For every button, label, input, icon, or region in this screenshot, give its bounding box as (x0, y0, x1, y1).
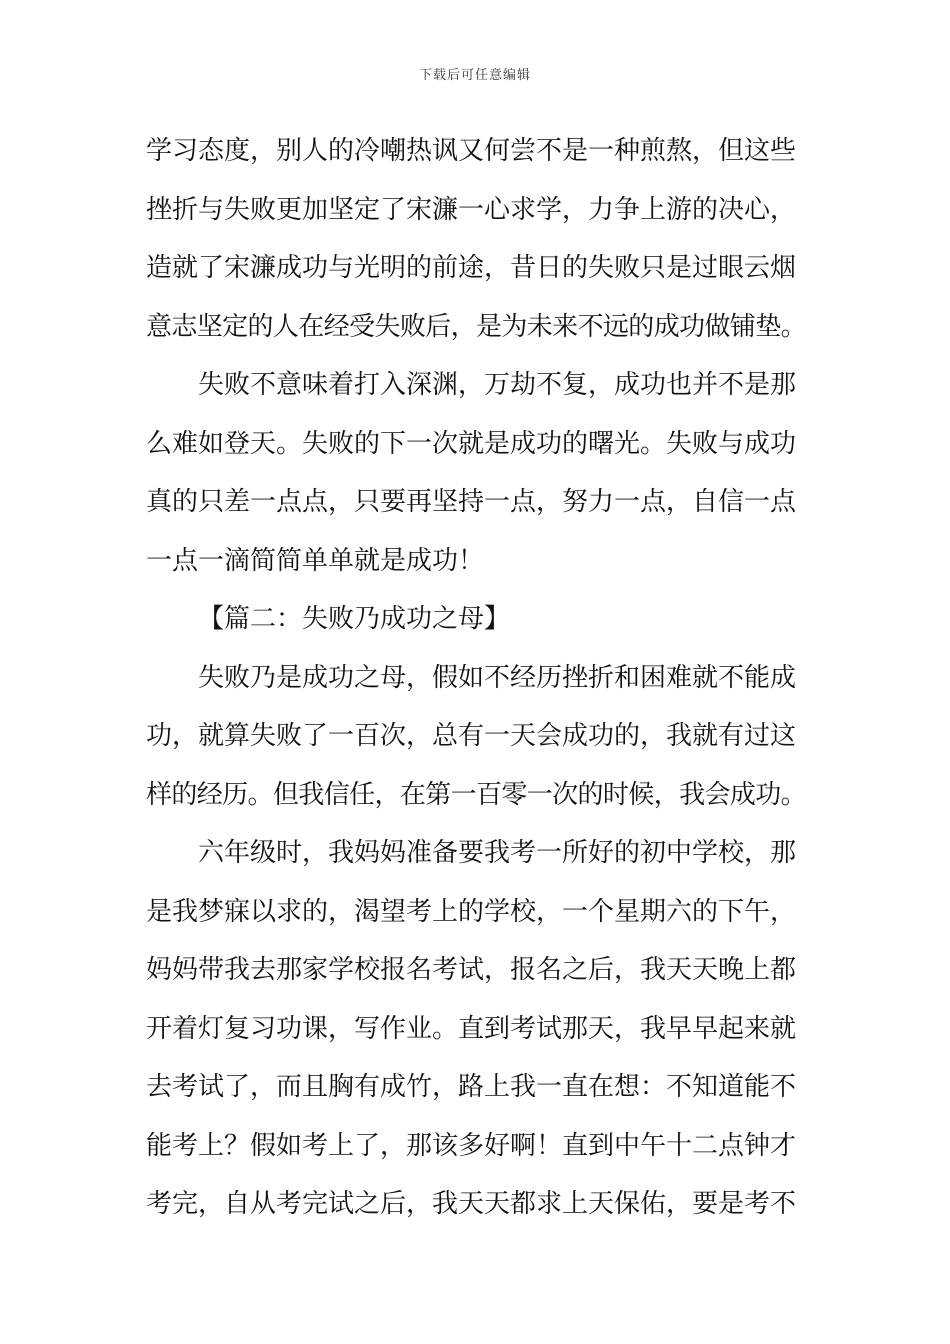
text-line: 造就了宋濂成功与光明的前途，昔日的失败只是过眼云烟 (146, 253, 797, 283)
text-line: 挫折与失败更加坚定了宋濂一心求学，力争上游的决心， (146, 194, 797, 225)
text-line: 学习态度，别人的冷嘲热讽又何尝不是一种煎熬，但这些 (146, 136, 797, 166)
text-line: 妈妈带我去那家学校报名考试，报名之后，我天天晚上都 (146, 955, 797, 985)
text-line: 能考上？假如考上了，那该多好啊！直到中午十二点钟才 (146, 1130, 797, 1161)
text-line: 么难如登天。失败的下一次就是成功的曙光。失败与成功 (146, 428, 797, 459)
text-line: 【篇二：失败乃成功之母】 (198, 604, 511, 634)
text-line: 真的只差一点点，只要再坚持一点，努力一点，自信一点 (146, 487, 797, 517)
text-line: 是我梦寐以求的，渴望考上的学校，一个星期六的下午， (146, 896, 797, 927)
text-line: 六年级时，我妈妈准备要我考一所好的初中学校，那 (198, 838, 797, 868)
text-line: 开着灯复习功课，写作业。直到考试那天，我早早起来就 (146, 1013, 797, 1044)
text-line: 样的经历。但我信任，在第一百零一次的时候，我会成功。 (146, 779, 807, 810)
text-line: 失败乃是成功之母，假如不经历挫折和困难就不能成 (198, 662, 797, 693)
text-line: 失败不意味着打入深渊，万劫不复，成功也并不是那 (198, 370, 797, 400)
text-line: 一点一滴简简单单就是成功！ (146, 545, 485, 576)
text-line: 考完，自从考完试之后，我天天都求上天保佑，要是考不 (146, 1189, 797, 1219)
text-line: 功，就算失败了一百次，总有一天会成功的，我就有过这 (146, 721, 797, 751)
page-header: 下载后可任意编辑 (418, 68, 531, 83)
text-line: 意志坚定的人在经受失败后，是为未来不远的成功做铺垫。 (146, 311, 807, 342)
document-body (146, 126, 806, 1238)
text-line: 去考试了，而且胸有成竹，路上我一直在想：不知道能不 (146, 1072, 797, 1102)
